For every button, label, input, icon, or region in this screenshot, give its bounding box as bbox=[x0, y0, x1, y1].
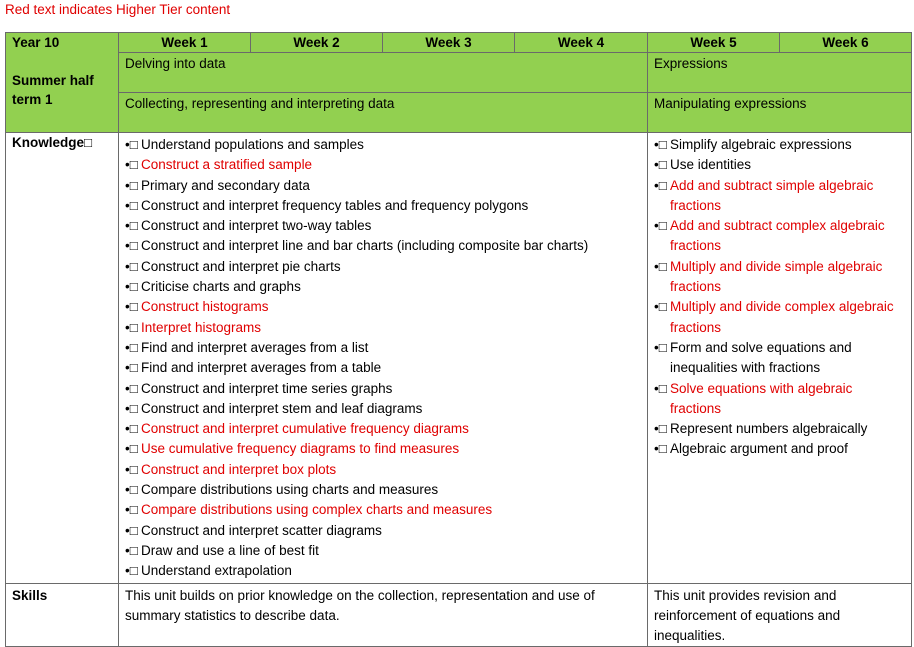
knowledge-item-text: Construct and interpret cumulative frequency diagrams bbox=[141, 421, 469, 437]
knowledge-list-item bbox=[125, 399, 641, 419]
knowledge-item-text: Primary and secondary data bbox=[141, 177, 310, 193]
knowledge-list-item bbox=[125, 297, 641, 317]
knowledge-list-item bbox=[125, 419, 641, 439]
knowledge-list-item bbox=[654, 338, 905, 379]
knowledge-item-text: Construct and interpret two-way tables bbox=[141, 218, 372, 234]
knowledge-item-text: Construct and interpret time series graphs bbox=[141, 380, 393, 396]
knowledge-list-item bbox=[654, 135, 905, 155]
knowledge-item-text: Use cumulative frequency diagrams to find measures bbox=[141, 441, 460, 457]
skills-right-text: This unit provides revision and reinforcement of equations and inequalities. bbox=[648, 583, 912, 646]
week-3-header: Week 3 bbox=[383, 33, 515, 53]
knowledge-list-item bbox=[125, 135, 641, 155]
header-row bbox=[6, 33, 912, 53]
knowledge-list-item bbox=[125, 521, 641, 541]
bullet-icon: •□ bbox=[125, 502, 138, 518]
knowledge-label: Knowledge□ bbox=[6, 133, 119, 584]
skills-left-text: This unit builds on prior knowledge on the collection, representation and use of summary statistics to describe data. bbox=[119, 583, 648, 646]
knowledge-item-text: Construct and interpret box plots bbox=[141, 461, 337, 477]
scheme-of-work-table bbox=[5, 32, 912, 647]
bullet-icon: •□ bbox=[125, 218, 138, 234]
knowledge-list-item bbox=[125, 439, 641, 459]
bullet-icon: •□ bbox=[654, 421, 667, 437]
week-5-header: Week 5 bbox=[648, 33, 780, 53]
bullet-icon: •□ bbox=[125, 380, 138, 396]
unit-subtitle-row bbox=[6, 93, 912, 133]
knowledge-item-text: Multiply and divide complex algebraic fractions bbox=[670, 299, 894, 335]
knowledge-item-text: Use identities bbox=[670, 157, 752, 173]
knowledge-item-text: Find and interpret averages from a table bbox=[141, 360, 382, 376]
knowledge-item-text: Form and solve equations and inequalities with fractions bbox=[670, 339, 852, 376]
unit-subtitle-right: Manipulating expressions bbox=[648, 93, 912, 133]
knowledge-list-item bbox=[125, 338, 641, 358]
bullet-icon: •□ bbox=[125, 339, 138, 355]
bullet-icon: •□ bbox=[125, 563, 138, 579]
knowledge-item-text: Draw and use a line of best fit bbox=[141, 542, 319, 558]
knowledge-item-text: Simplify algebraic expressions bbox=[670, 137, 852, 152]
week-1-header: Week 1 bbox=[119, 33, 251, 53]
bullet-icon: •□ bbox=[654, 218, 667, 234]
bullet-icon: •□ bbox=[125, 238, 138, 254]
bullet-icon: •□ bbox=[125, 137, 138, 152]
knowledge-list-item bbox=[654, 419, 905, 439]
bullet-icon: •□ bbox=[125, 157, 138, 173]
knowledge-item-text: Construct and interpret scatter diagrams bbox=[141, 522, 382, 538]
bullet-icon: •□ bbox=[125, 400, 138, 416]
unit-title-left: Delving into data bbox=[119, 53, 648, 93]
bullet-icon: •□ bbox=[654, 157, 667, 173]
bullet-icon: •□ bbox=[125, 299, 138, 315]
knowledge-item-text: Represent numbers algebraically bbox=[670, 421, 868, 437]
bullet-icon: •□ bbox=[125, 542, 138, 558]
bullet-icon: •□ bbox=[125, 482, 138, 498]
bullet-icon: •□ bbox=[125, 360, 138, 376]
knowledge-list-item bbox=[654, 439, 905, 459]
bullet-icon: •□ bbox=[654, 258, 667, 274]
higher-tier-note: Red text indicates Higher Tier content bbox=[5, 2, 231, 17]
skills-row bbox=[6, 583, 912, 646]
week-2-header: Week 2 bbox=[251, 33, 383, 53]
knowledge-item-text: Add and subtract simple algebraic fractions bbox=[670, 177, 874, 213]
knowledge-list-item bbox=[654, 257, 905, 298]
knowledge-item-text: Add and subtract complex algebraic fractions bbox=[670, 218, 885, 254]
bullet-icon: •□ bbox=[125, 319, 138, 335]
bullet-icon: •□ bbox=[654, 441, 667, 457]
knowledge-list-item bbox=[654, 379, 905, 420]
knowledge-item-text: Algebraic argument and proof bbox=[670, 441, 848, 457]
knowledge-item-text: Construct and interpret line and bar charts (including composite bar charts) bbox=[141, 238, 589, 254]
bullet-icon: •□ bbox=[654, 339, 667, 355]
knowledge-row bbox=[6, 133, 912, 584]
knowledge-item-text: Understand populations and samples bbox=[141, 137, 364, 152]
bullet-icon: •□ bbox=[125, 522, 138, 538]
knowledge-list-item bbox=[125, 155, 641, 175]
bullet-icon: •□ bbox=[125, 441, 138, 457]
knowledge-list-item bbox=[654, 297, 905, 338]
bullet-icon: •□ bbox=[125, 461, 138, 477]
knowledge-item-text: Construct a stratified sample bbox=[141, 157, 313, 173]
unit-title-row bbox=[6, 53, 912, 93]
knowledge-list-item bbox=[654, 216, 905, 257]
bullet-icon: •□ bbox=[654, 380, 667, 396]
knowledge-list-item bbox=[125, 236, 641, 256]
knowledge-list-item bbox=[125, 379, 641, 399]
knowledge-item-text: Interpret histograms bbox=[141, 319, 262, 335]
knowledge-list-item bbox=[125, 541, 641, 561]
knowledge-right-list bbox=[648, 133, 912, 584]
knowledge-list-item bbox=[125, 318, 641, 338]
week-4-header: Week 4 bbox=[515, 33, 648, 53]
knowledge-item-text: Compare distributions using complex charts and measures bbox=[141, 502, 493, 518]
bullet-icon: •□ bbox=[125, 258, 138, 274]
knowledge-left-list bbox=[119, 133, 648, 584]
bullet-icon: •□ bbox=[125, 177, 138, 193]
year-term-cell bbox=[6, 33, 119, 133]
skills-label: Skills bbox=[6, 583, 119, 646]
knowledge-list-item bbox=[125, 358, 641, 378]
knowledge-item-text: Compare distributions using charts and measures bbox=[141, 482, 439, 498]
knowledge-item-text: Criticise charts and graphs bbox=[141, 279, 301, 295]
bullet-icon: •□ bbox=[654, 299, 667, 315]
knowledge-list-item bbox=[654, 155, 905, 175]
knowledge-item-text: Construct and interpret stem and leaf diagrams bbox=[141, 400, 423, 416]
unit-subtitle-left: Collecting, representing and interpreting data bbox=[119, 93, 648, 133]
term-label: Summer half term 1 bbox=[12, 73, 94, 107]
knowledge-list-item bbox=[125, 257, 641, 277]
knowledge-item-text: Construct histograms bbox=[141, 299, 269, 315]
knowledge-list-item bbox=[125, 196, 641, 216]
knowledge-item-text: Construct and interpret frequency tables and frequency polygons bbox=[141, 197, 529, 213]
knowledge-item-text: Understand extrapolation bbox=[141, 563, 292, 579]
knowledge-list-item bbox=[125, 176, 641, 196]
bullet-icon: •□ bbox=[125, 197, 138, 213]
knowledge-item-text: Multiply and divide simple algebraic fractions bbox=[670, 258, 883, 295]
knowledge-list-item bbox=[125, 277, 641, 297]
bullet-icon: •□ bbox=[654, 177, 667, 193]
knowledge-list-item bbox=[125, 480, 641, 500]
bullet-icon: •□ bbox=[125, 279, 138, 295]
knowledge-list-item bbox=[654, 176, 905, 217]
bullet-icon: •□ bbox=[125, 421, 138, 437]
knowledge-item-text: Construct and interpret pie charts bbox=[141, 258, 341, 274]
week-6-header: Week 6 bbox=[780, 33, 912, 53]
knowledge-list-item bbox=[125, 500, 641, 520]
knowledge-item-text: Solve equations with algebraic fractions bbox=[670, 380, 853, 416]
knowledge-item-text: Find and interpret averages from a list bbox=[141, 339, 369, 355]
knowledge-list-item bbox=[125, 460, 641, 480]
knowledge-list-item bbox=[125, 216, 641, 236]
year-label: Year 10 bbox=[12, 35, 60, 50]
knowledge-list-item bbox=[125, 561, 641, 581]
bullet-icon: •□ bbox=[654, 137, 667, 152]
unit-title-right: Expressions bbox=[648, 53, 912, 93]
